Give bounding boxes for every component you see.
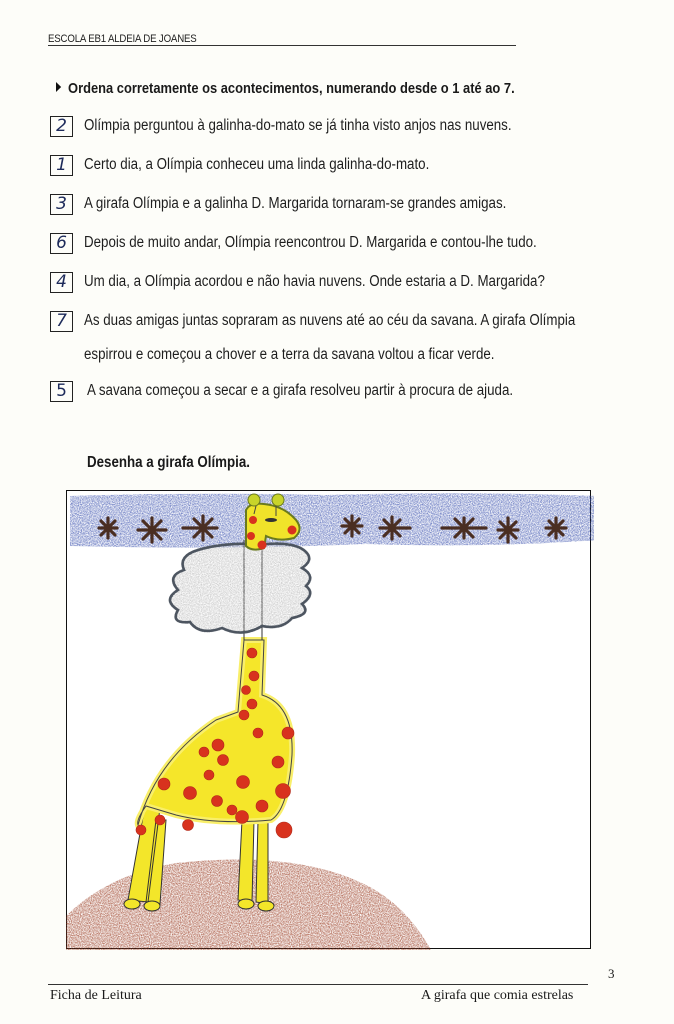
bullet-triangle-icon — [56, 82, 61, 92]
instruction-text: Ordena corretamente os acontecimentos, numerando desde o 1 até ao 7. — [68, 80, 515, 97]
item-text: Olímpia perguntou à galinha-do-mato se já tinha visto anjos nas nuvens. — [84, 117, 512, 134]
item-text: Certo dia, a Olímpia conheceu uma linda galinha-do-mato. — [84, 156, 430, 173]
answer-box[interactable]: 7 — [50, 311, 73, 332]
header-rule — [48, 45, 516, 46]
footer-rule — [48, 984, 588, 985]
answer-box[interactable]: 1 — [50, 155, 73, 176]
item-text: A savana começou a secar e a girafa resolveu partir à procura de ajuda. — [87, 382, 514, 399]
exercise-instruction — [56, 80, 515, 97]
cloud-icon — [170, 543, 310, 632]
drawing-prompt: Desenha a girafa Olímpia. — [87, 454, 250, 471]
footer-left-text: Ficha de Leitura — [50, 988, 142, 1003]
item-text: Depois de muito andar, Olímpia reencontrou D. Margarida e contou-lhe tudo. — [84, 234, 537, 251]
giraffe-drawing — [66, 490, 594, 952]
answer-box[interactable]: 6 — [50, 233, 73, 254]
answer-box[interactable]: 5 — [50, 381, 73, 402]
footer-right-text: A girafa que comia estrelas — [421, 988, 574, 1003]
item-text: Um dia, a Olímpia acordou e não havia nuvens. Onde estaria a D. Margarida? — [84, 273, 545, 290]
page-number: 3 — [608, 966, 615, 981]
school-name: ESCOLA EB1 ALDEIA DE JOANES — [48, 33, 197, 45]
item-text: As duas amigas juntas sopraram as nuvens até ao céu da savana. A girafa Olímpia — [84, 312, 576, 329]
item-text: A girafa Olímpia e a galinha D. Margarida tornaram-se grandes amigas. — [84, 195, 507, 212]
answer-box[interactable]: 2 — [50, 116, 73, 137]
answer-box[interactable]: 4 — [50, 272, 73, 293]
drawing-frame — [66, 490, 591, 949]
answer-box[interactable]: 3 — [50, 194, 73, 215]
item-text-continued: espirrou e começou a chover e a terra da savana voltou a ficar verde. — [84, 346, 495, 363]
